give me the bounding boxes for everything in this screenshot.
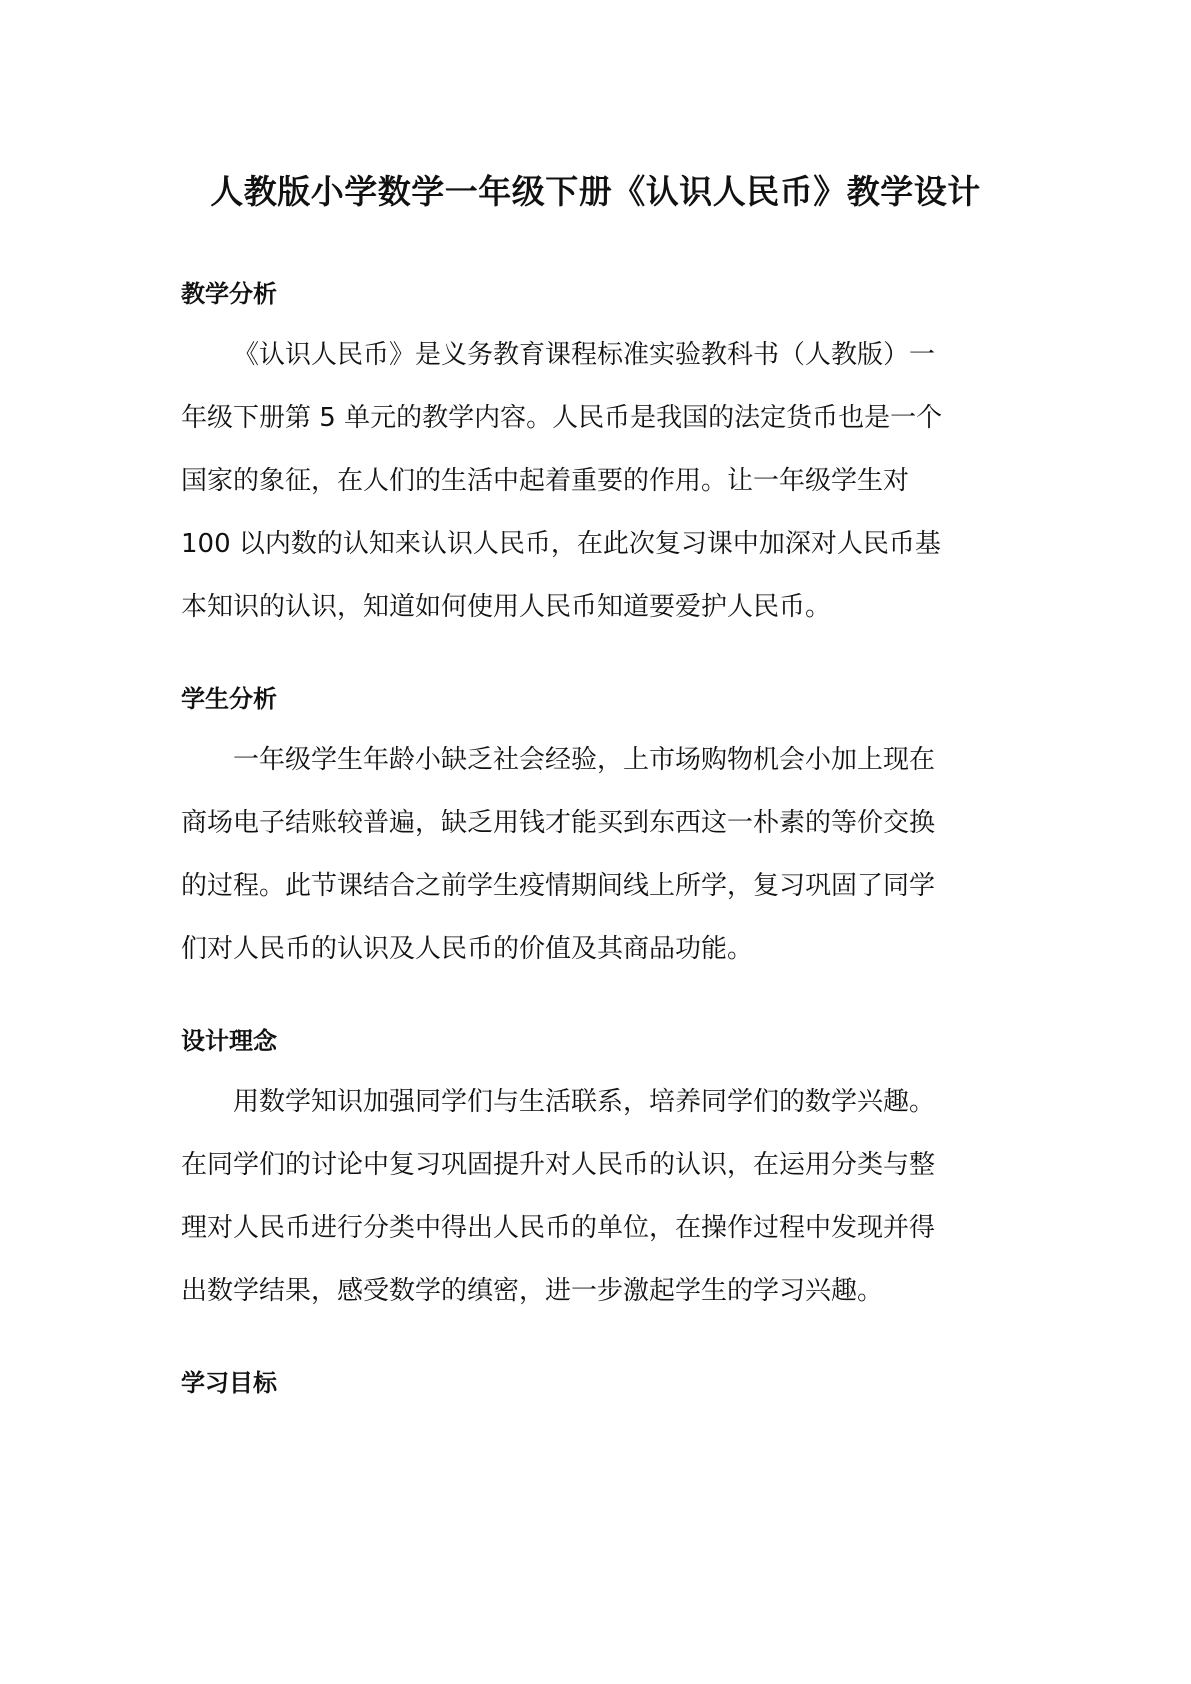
paragraph-line: 在同学们的讨论中复习巩固提升对人民币的认识，在运用分类与整: [181, 1150, 936, 1180]
section-body-teaching-analysis: [181, 324, 1014, 639]
paragraph-line: 国家的象征，在人们的生活中起着重要的作用。让一年级学生对: [181, 466, 910, 496]
section-heading-learning-objectives: 学习目标: [181, 1369, 277, 1397]
paragraph-line: 的过程。此节课结合之前学生疫情期间线上所学，复习巩固了同学: [181, 871, 936, 901]
section-body-design-concept: [181, 1071, 1014, 1323]
paragraph-line: 年级下册第 5 单元的教学内容。人民币是我国的法定货币也是一个: [181, 403, 943, 433]
paragraph-line: 本知识的认识，知道如何使用人民币知道要爱护人民币。: [181, 592, 832, 622]
paragraph-line: 理对人民币进行分类中得出人民币的单位，在操作过程中发现并得: [181, 1213, 936, 1243]
paragraph-line: 用数学知识加强同学们与生活联系，培养同学们的数学兴趣。: [233, 1087, 936, 1117]
paragraph-line: 们对人民币的认识及人民币的价值及其商品功能。: [181, 934, 754, 964]
document-title: 人教版小学数学一年级下册《认识人民币》教学设计: [210, 172, 981, 211]
section-heading-student-analysis: 学生分析: [181, 685, 277, 713]
section-heading-design-concept: 设计理念: [181, 1027, 277, 1055]
paragraph-line: 商场电子结账较普遍，缺乏用钱才能买到东西这一朴素的等价交换: [181, 808, 936, 838]
paragraph-line: 100 以内数的认知来认识人民币，在此次复习课中加深对人民币基: [181, 529, 941, 559]
section-heading-teaching-analysis: 教学分析: [181, 280, 277, 308]
paragraph-line: 《认识人民币》是义务教育课程标准实验教科书（人教版）一: [233, 340, 936, 370]
paragraph-line: 一年级学生年龄小缺乏社会经验，上市场购物机会小加上现在: [233, 745, 936, 775]
paragraph-line: 出数学结果，感受数学的缜密，进一步激起学生的学习兴趣。: [181, 1276, 884, 1306]
section-body-student-analysis: [181, 729, 1014, 981]
